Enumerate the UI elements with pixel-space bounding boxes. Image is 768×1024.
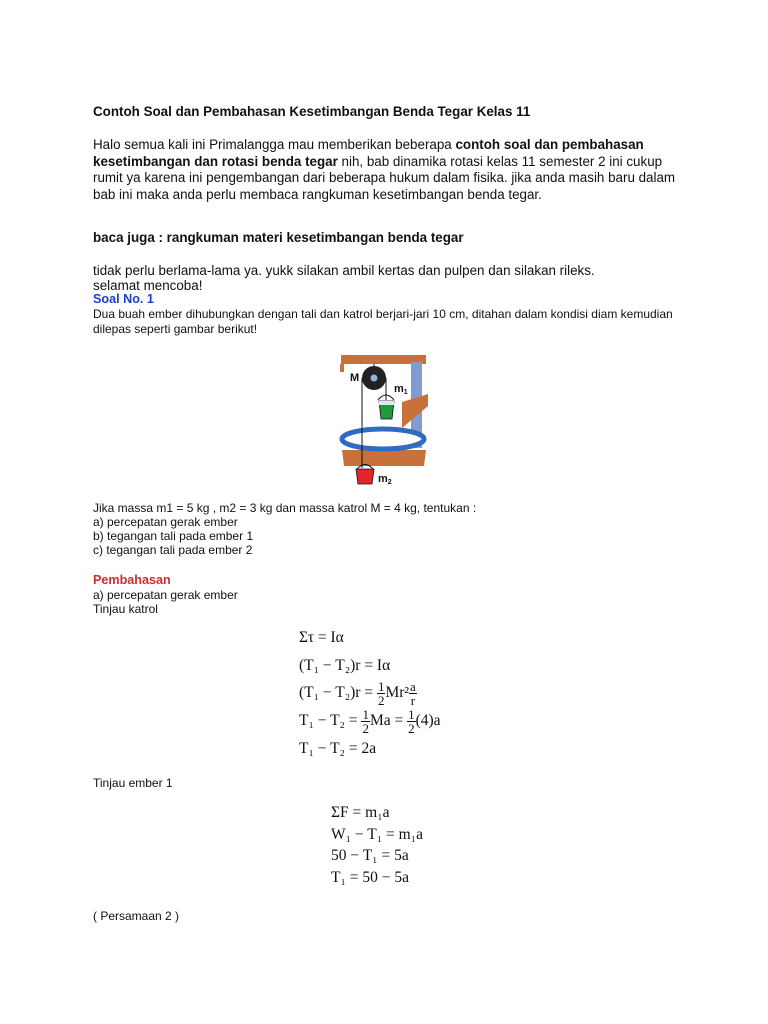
question-given: Jika massa m1 = 5 kg , m2 = 3 kg dan massa katrol M = 4 kg, tentukan : <box>93 501 477 515</box>
eq-ember-4: T₁ = 50 − 5a <box>331 868 409 886</box>
red-bucket <box>356 469 374 484</box>
label-m1: m1 <box>394 383 408 396</box>
intro-text-1: Halo semua kali ini Primalangga mau memberikan beberapa <box>93 137 456 152</box>
instruction-line-1: tidak perlu berlama-lama ya. yukk silakan ambil kertas dan pulpen dan silakan rileks. <box>93 263 595 278</box>
eq-ember-1: ΣF = m₁a <box>331 804 390 821</box>
eq-katrol-3: (T₁ − T₂)r = $\frac{1}{2}$ Mr² $\frac{a}{r}$ <box>299 678 416 708</box>
tinjau-ember-1: Tinjau ember 1 <box>93 776 173 790</box>
well-rim <box>342 429 424 449</box>
tinjau-katrol: Tinjau katrol <box>93 602 158 616</box>
label-m2: m2 <box>378 473 392 486</box>
question-c: c) tegangan tali pada ember 2 <box>93 543 253 557</box>
fraction: $\frac{a}{r}$ <box>410 678 416 708</box>
equations-katrol <box>299 624 441 762</box>
pembahasan-a: a) percepatan gerak ember <box>93 588 238 602</box>
eq-katrol-1: Στ = Iα <box>299 629 344 646</box>
question-a: a) percepatan gerak ember <box>93 515 238 529</box>
well-base <box>342 450 426 466</box>
label-M: M <box>350 372 360 384</box>
persamaan-2: ( Persamaan 2 ) <box>93 909 180 923</box>
intro-bold-link[interactable]: contoh soal dan pembahasan kesetimbangan dan rotasi benda tegar <box>93 137 644 169</box>
fraction: $\frac{1}{2}$ <box>362 706 369 736</box>
question-block <box>93 501 693 557</box>
equations-ember1 <box>331 802 423 888</box>
soal-text: Dua buah ember dihubungkan dengan tali dan katrol berjari-jari 10 cm, ditahan dalam kondisi diam kemudian dilepas seperti gambar berikut! <box>93 307 673 336</box>
eq-ember-2: W₁ − T₁ = m₁a <box>331 825 423 843</box>
eq-katrol-5: T₁ − T₂ = 2a <box>299 739 377 757</box>
intro-paragraph <box>93 137 683 203</box>
left-stand <box>340 364 344 372</box>
pulley-well-figure <box>338 350 430 488</box>
pulley-axle <box>371 375 378 382</box>
intro-text-2: nih, bab dinamika rotasi kelas 11 semester 2 ini cukup rumit ya karena ini pengembangan dari beberapa hukum dalam fisika. jika anda masih baru dalam bab ini maka anda perlu membaca rangkuman kesetimbangan benda tegar. <box>93 153 676 202</box>
soal-heading: Soal No. 1 <box>93 292 154 306</box>
baca-juga-link[interactable]: baca juga : rangkuman materi kesetimbangan benda tegar <box>93 230 464 245</box>
fraction: $\frac{1}{2}$ <box>408 706 415 736</box>
eq-katrol-2: (T₁ − T₂)r = Iα <box>299 656 391 674</box>
document-title: Contoh Soal dan Pembahasan Kesetimbangan Benda Tegar Kelas 11 <box>93 104 531 119</box>
pembahasan-heading: Pembahasan <box>93 573 171 587</box>
instruction-paragraph <box>93 263 693 293</box>
pembahasan-intro <box>93 588 238 616</box>
instruction-line-2: selamat mencoba! <box>93 278 203 293</box>
eq-katrol-4: T₁ − T₂ = $\frac{1}{2}$ Ma = $\frac{1}{2}$ (4)a <box>299 706 441 736</box>
fraction: $\frac{1}{2}$ <box>377 678 385 708</box>
question-b: b) tegangan tali pada ember 1 <box>93 529 254 543</box>
eq-ember-3: 50 − T₁ = 5a <box>331 847 409 864</box>
